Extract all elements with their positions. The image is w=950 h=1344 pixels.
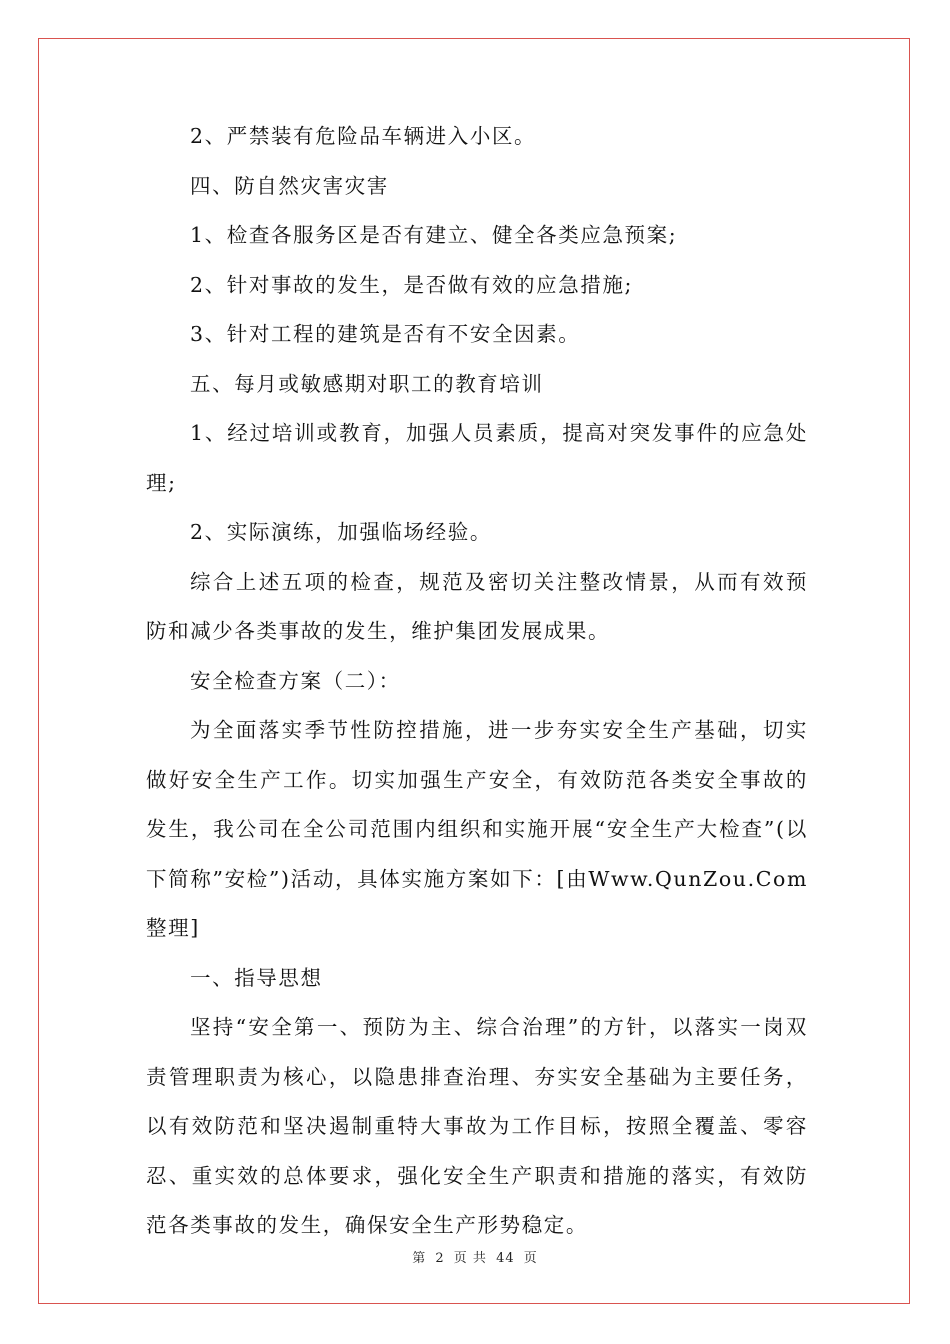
paragraph: 1、检查各服务区是否有建立、健全各类应急预案; xyxy=(190,223,678,247)
footer-prefix: 第 xyxy=(412,1251,427,1266)
current-page-number: 2 xyxy=(435,1251,445,1266)
document-body xyxy=(146,112,808,1251)
footer-middle: 页 共 xyxy=(453,1251,487,1266)
footer-suffix: 页 xyxy=(523,1251,538,1266)
section-heading: 一、指导思想 xyxy=(190,965,323,990)
section-heading: 五、每月或敏感期对职工的教育培训 xyxy=(190,371,544,396)
paragraph: 2、严禁装有危险品车辆进入小区。 xyxy=(190,124,537,148)
total-pages-number: 44 xyxy=(496,1251,515,1266)
paragraph: 2、实际演练，加强临场经验。 xyxy=(190,520,492,544)
page-footer xyxy=(0,1247,950,1266)
paragraph: 3、针对工程的建筑是否有不安全因素。 xyxy=(190,322,581,346)
section-heading: 安全检查方案（二）： xyxy=(190,668,401,693)
section-heading: 四、防自然灾害灾害 xyxy=(190,173,389,198)
paragraph: 2、针对事故的发生，是否做有效的应急措施; xyxy=(190,272,634,297)
paragraph: 为全面落实季节性防控措施，进一步夯实安全生产基础，切实做好安全生产工作。切实加强生产安全，有效防范各类安全事故的发生，我公司在全公司范围内组织和实施开展“安全生产大检查”(以下简称”安检”)活动，具体实施方案如下：[由Www.QunZou.Com整理] xyxy=(146,718,808,940)
paragraph: 综合上述五项的检查，规范及密切关注整改情景，从而有效预防和减少各类事故的发生，维护集团发展成果。 xyxy=(146,569,808,643)
paragraph: 1、经过培训或教育，加强人员素质，提高对突发事件的应急处理; xyxy=(146,421,808,495)
paragraph: 坚持“安全第一、预防为主、综合治理”的方针，以落实一岗双责管理职责为核心，以隐患排查治理、夯实安全基础为主要任务，以有效防范和坚决遏制重特大事故为工作目标，按照全覆盖、零容忍、重实效的总体要求，强化安全生产职责和措施的落实，有效防范各类事故的发生，确保安全生产形势稳定。 xyxy=(146,1015,808,1237)
